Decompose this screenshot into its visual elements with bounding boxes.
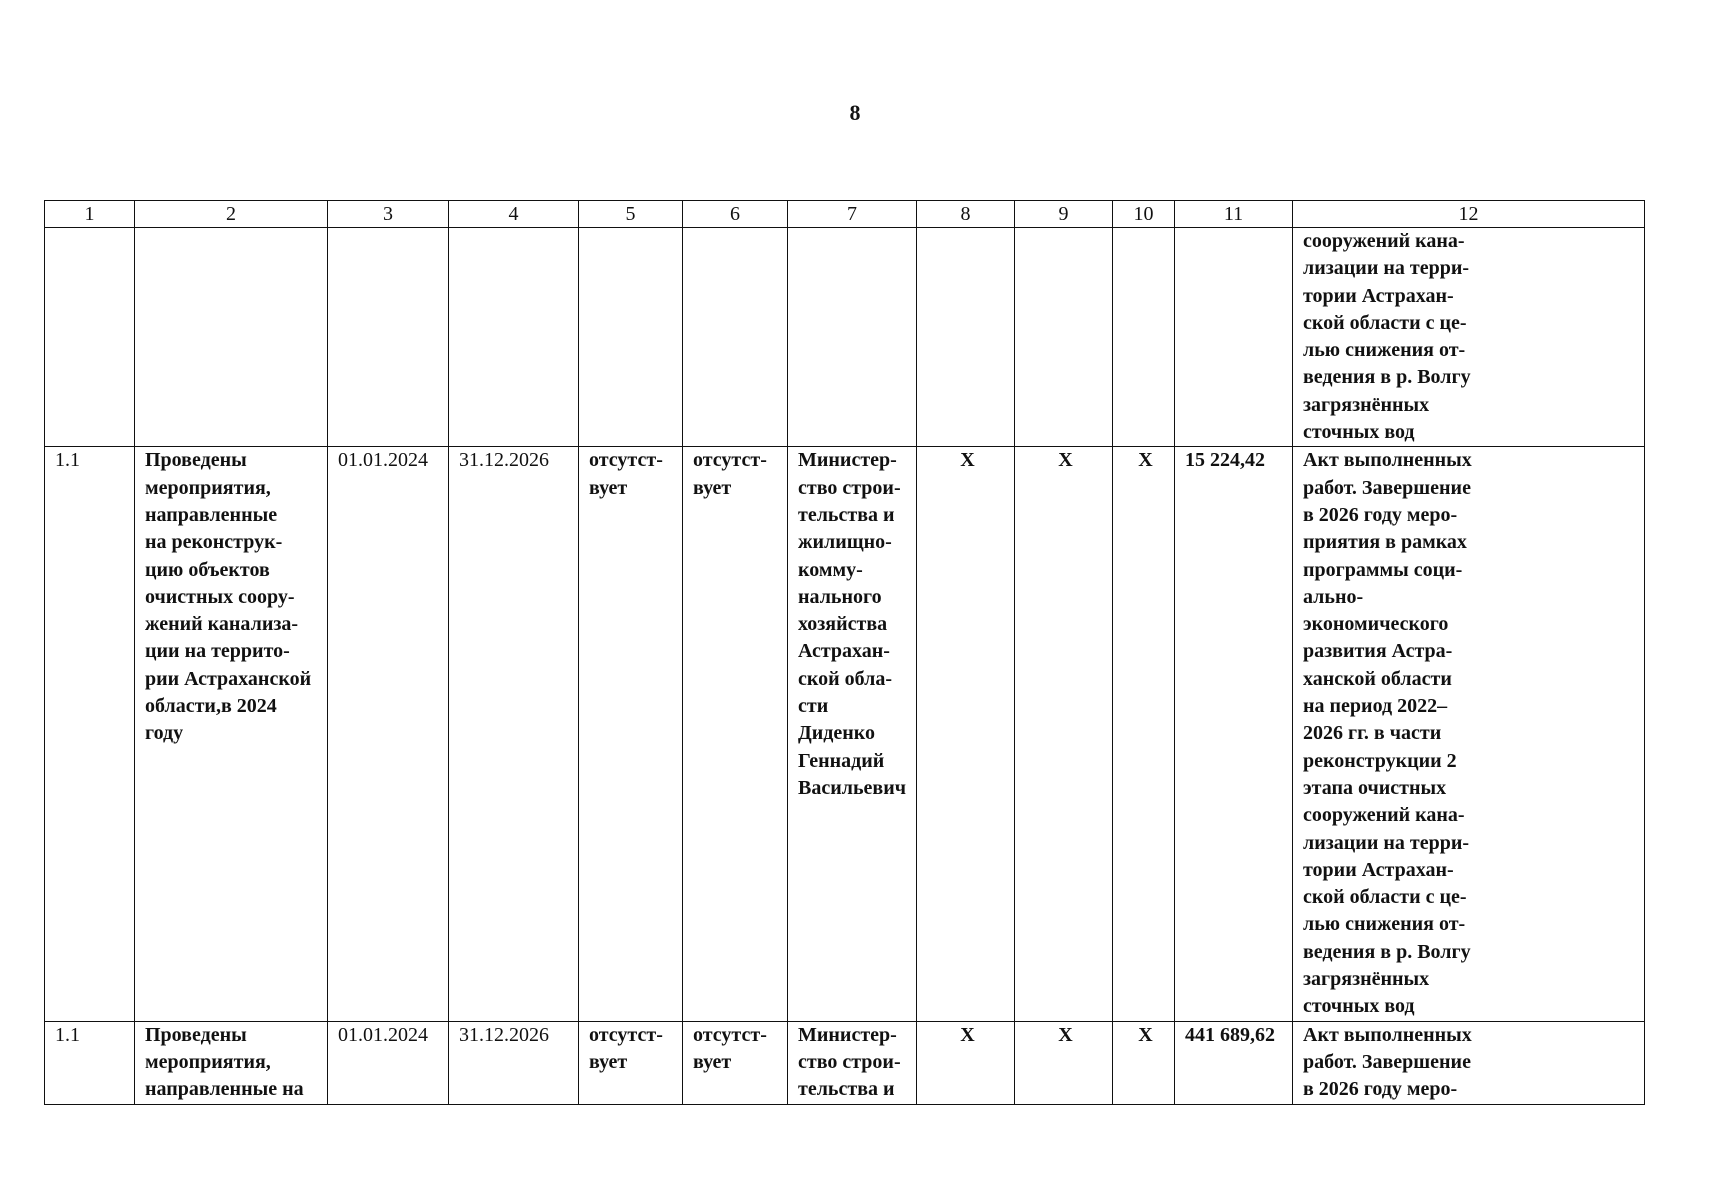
column-header-2: 2 xyxy=(135,201,328,228)
cell-col5: отсутст- вует xyxy=(579,1021,683,1104)
cell-end-date: 31.12.2026 xyxy=(449,1021,579,1104)
cell-col5 xyxy=(579,228,683,447)
table-row xyxy=(45,447,1645,1021)
cell-event: Проведены мероприятия, направленные на xyxy=(135,1021,328,1104)
cell-amount: 15 224,42 xyxy=(1175,447,1293,1021)
column-header-9: 9 xyxy=(1015,201,1113,228)
cell-end-date xyxy=(449,228,579,447)
column-header-5: 5 xyxy=(579,201,683,228)
report-table xyxy=(44,200,1645,1105)
cell-event: Проведены мероприятия, направленные на реконструк- цию объектов очистных соору- жений канализа- ции на террито- рии Астраханской области,в 2024 году xyxy=(135,447,328,1021)
cell-col8: X xyxy=(917,447,1015,1021)
cell-result: Акт выполненных работ. Завершение в 2026 году меро- приятия в рамках программы соци- ально- экономического развития Астра- ханской области на период 2022– 2026 гг. в части реконструкции 2 этапа очистных сооружений кана- лизации на терри- тории Астрахан- ской области с це- лью снижения от- ведения в р. Волгу загрязнённых сточных вод xyxy=(1293,447,1645,1021)
cell-col5: отсутст- вует xyxy=(579,447,683,1021)
column-header-4: 4 xyxy=(449,201,579,228)
cell-result: Акт выполненных работ. Завершение в 2026 году меро- xyxy=(1293,1021,1645,1104)
cell-event xyxy=(135,228,328,447)
table-header-row xyxy=(45,201,1645,228)
column-header-3: 3 xyxy=(328,201,449,228)
cell-responsible: Министер- ство строи- тельства и жилищно- комму- нального хозяйства Астрахан- ской обла- сти Диденко Геннадий Васильевич xyxy=(788,447,917,1021)
cell-col9 xyxy=(1015,228,1113,447)
cell-col10 xyxy=(1113,228,1175,447)
cell-col6 xyxy=(683,228,788,447)
cell-start-date xyxy=(328,228,449,447)
page-number: 8 xyxy=(849,100,861,125)
column-header-1: 1 xyxy=(45,201,135,228)
table-row-continuation xyxy=(45,228,1645,447)
cell-amount xyxy=(1175,228,1293,447)
cell-col9: X xyxy=(1015,1021,1113,1104)
cell-col6: отсутст- вует xyxy=(683,447,788,1021)
column-header-8: 8 xyxy=(917,201,1015,228)
cell-col9: X xyxy=(1015,447,1113,1021)
column-header-11: 11 xyxy=(1175,201,1293,228)
column-header-7: 7 xyxy=(788,201,917,228)
cell-end-date: 31.12.2026 xyxy=(449,447,579,1021)
cell-responsible: Министер- ство строи- тельства и xyxy=(788,1021,917,1104)
cell-number: 1.1 xyxy=(45,1021,135,1104)
table-row xyxy=(45,1021,1645,1104)
column-header-10: 10 xyxy=(1113,201,1175,228)
cell-number xyxy=(45,228,135,447)
cell-number: 1.1 xyxy=(45,447,135,1021)
cell-responsible xyxy=(788,228,917,447)
cell-col8: X xyxy=(917,1021,1015,1104)
cell-amount: 441 689,62 xyxy=(1175,1021,1293,1104)
cell-result: сооружений кана- лизации на терри- тории Астрахан- ской области с це- лью снижения от- ведения в р. Волгу загрязнённых сточных вод xyxy=(1293,228,1645,447)
cell-col10: X xyxy=(1113,447,1175,1021)
cell-col8 xyxy=(917,228,1015,447)
column-header-12: 12 xyxy=(1293,201,1645,228)
column-header-6: 6 xyxy=(683,201,788,228)
cell-start-date: 01.01.2024 xyxy=(328,1021,449,1104)
cell-start-date: 01.01.2024 xyxy=(328,447,449,1021)
cell-col6: отсутст- вует xyxy=(683,1021,788,1104)
cell-col10: X xyxy=(1113,1021,1175,1104)
